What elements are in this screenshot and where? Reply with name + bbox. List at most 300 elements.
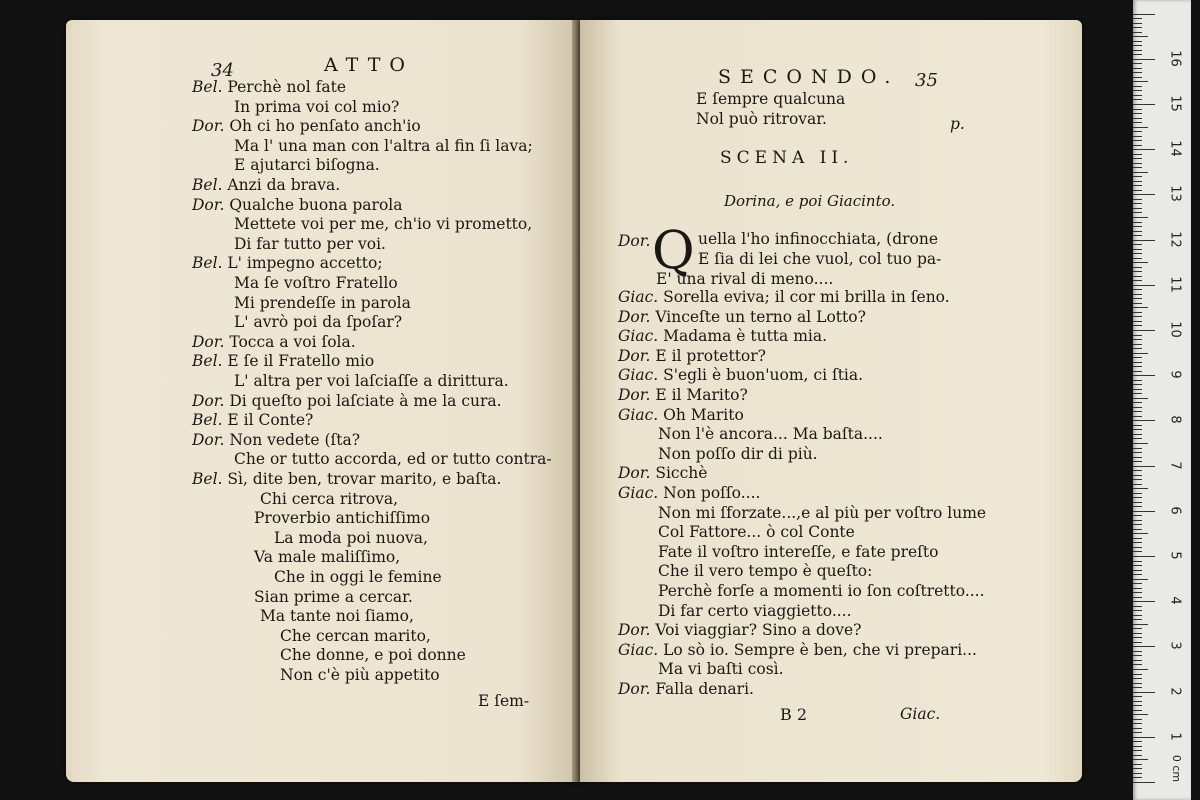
- ruler-tick: [1133, 353, 1148, 354]
- text-line: uella l'ho infinocchiata, (drone: [698, 230, 939, 248]
- line-text: Ma l' una man con l'altra al fin ſi lava;: [234, 136, 533, 155]
- signature-mark: B 2: [780, 705, 808, 724]
- line-text: Non c'è più appetito: [280, 666, 440, 684]
- ruler-tick: [1133, 583, 1142, 584]
- text-line: [234, 137, 533, 155]
- speaker-label: Giac.: [618, 288, 664, 306]
- line-text: Oh Marito: [663, 405, 744, 424]
- text-line: [274, 568, 442, 586]
- ruler-tick: [1133, 714, 1148, 715]
- ruler-tick: [1133, 271, 1142, 272]
- ruler-tick: [1133, 561, 1142, 562]
- ruler-tick: [1133, 240, 1155, 241]
- ruler-tick: [1133, 723, 1142, 724]
- text-line: [280, 666, 440, 684]
- ruler-tick: [1133, 226, 1142, 227]
- ruler-tick: [1133, 529, 1142, 530]
- ruler-tick: [1133, 45, 1142, 46]
- ruler-tick: [1133, 149, 1155, 150]
- ruler-tick: [1133, 515, 1142, 516]
- text-line: [658, 504, 986, 522]
- line-text: Fate il voſtro intereſſe, e fate preſto: [658, 542, 939, 561]
- text-line: [658, 425, 883, 443]
- ruler-number: 7: [1167, 460, 1183, 470]
- line-text: Non poſſo dir di più.: [658, 444, 818, 463]
- line-text: L' impegno accetto;: [227, 254, 383, 273]
- ruler-tick: [1133, 448, 1142, 449]
- line-text: Di far tutto per voi.: [234, 234, 386, 253]
- line-text: Di queſto poi laſciate à me la cura.: [229, 391, 502, 410]
- line-text: Chi cerca ritrova,: [260, 489, 399, 508]
- line-text: Nol può ritrovar.: [696, 110, 827, 128]
- ruler-tick: [1133, 280, 1142, 281]
- ruler-tick: [1133, 719, 1142, 720]
- ruler-tick: [1133, 190, 1142, 191]
- ruler-tick: [1133, 235, 1142, 236]
- ruler-tick: [1133, 294, 1142, 295]
- ruler-tick: [1133, 452, 1142, 453]
- ruler-tick: [1133, 380, 1142, 381]
- ruler-tick: [1133, 371, 1142, 372]
- scene-cast: Dorina, e poi Giacinto.: [724, 192, 896, 210]
- text-line: [658, 582, 985, 600]
- ruler-number: 5: [1167, 551, 1183, 560]
- ruler-tick: [1133, 77, 1142, 78]
- line-text: E il Conte?: [227, 411, 314, 430]
- ruler-tick: [1133, 86, 1142, 87]
- ruler-tick: [1133, 339, 1142, 340]
- line-text: Che in oggi le femine: [274, 568, 442, 586]
- line-text: Madama è tutta mia.: [663, 327, 828, 346]
- ruler-tick: [1133, 728, 1142, 729]
- line-text: Sian prime a cercar.: [254, 587, 413, 606]
- ruler-tick: [1133, 199, 1142, 200]
- text-line: [234, 235, 386, 253]
- text-line: [234, 372, 509, 390]
- line-text: E ſe il Fratello mio: [227, 352, 375, 371]
- ruler-tick: [1133, 461, 1142, 462]
- text-line: [192, 254, 383, 272]
- ruler-tick: [1133, 127, 1148, 128]
- ruler-number: 13: [1167, 185, 1183, 203]
- text-line: [658, 523, 855, 541]
- ruler-tick: [1133, 81, 1148, 82]
- ruler-tick: [1133, 335, 1142, 336]
- text-line: [618, 406, 744, 424]
- text-line: [192, 333, 356, 351]
- ruler-tick: [1133, 362, 1142, 363]
- line-text: Lo sò io. Sempre è ben, che vi prepari...: [663, 640, 977, 659]
- text-line: [696, 110, 827, 128]
- line-text: Sorella eviva; il cor mi brilla in ſeno.: [663, 288, 950, 306]
- speaker-label: Bel.: [192, 254, 228, 273]
- text-line: [192, 431, 360, 449]
- ruler-tick: [1133, 759, 1148, 760]
- ruler-tick: [1133, 642, 1142, 643]
- speaker-label: Dor.: [192, 195, 230, 214]
- line-text: Va male maliſſimo,: [254, 548, 401, 567]
- ruler-tick: [1133, 646, 1155, 647]
- ruler-tick: [1133, 637, 1142, 638]
- ruler-tick: [1133, 741, 1142, 742]
- text-line: [618, 288, 950, 306]
- ruler-tick: [1133, 181, 1142, 182]
- text-line: [618, 308, 866, 326]
- ruler-tick: [1133, 32, 1142, 33]
- ruler-tick: [1133, 556, 1155, 557]
- ruler-tick: [1133, 533, 1148, 534]
- text-line: [234, 215, 532, 233]
- ruler-tick: [1133, 538, 1142, 539]
- text-line: [618, 680, 754, 698]
- ruler-tick: [1133, 411, 1142, 412]
- text-line: [618, 641, 977, 659]
- right-page: [580, 20, 1082, 782]
- ruler-tick: [1133, 312, 1142, 313]
- text-line: [254, 509, 430, 527]
- ruler-tick: [1133, 764, 1142, 765]
- line-text: Oh ci ho penſato anch'io: [229, 117, 421, 136]
- catchword: E ſem-: [478, 692, 530, 710]
- ruler-tick: [1133, 36, 1148, 37]
- ruler-tick: [1133, 484, 1142, 485]
- ruler-tick: [1133, 755, 1142, 756]
- ruler-tick: [1133, 384, 1142, 385]
- ruler-tick: [1133, 212, 1142, 213]
- ruler-tick: [1133, 167, 1142, 168]
- ruler-tick: [1133, 307, 1148, 308]
- ruler-tick: [1133, 592, 1142, 593]
- ruler-tick: [1133, 194, 1155, 195]
- ruler-tick: [1133, 705, 1142, 706]
- ruler-tick: [1133, 244, 1142, 245]
- text-line: [192, 352, 374, 370]
- measuring-ruler: [1133, 0, 1191, 800]
- text-line: E' una rival di meno....: [656, 270, 834, 288]
- left-page: [66, 20, 578, 782]
- ruler-tick: [1133, 208, 1142, 209]
- ruler-tick: [1133, 502, 1142, 503]
- speaker-label: Dor.: [192, 332, 230, 351]
- ruler-tick: [1133, 249, 1142, 250]
- text-line: [696, 90, 845, 108]
- ruler-tick: [1133, 140, 1142, 141]
- line-text: Che or tutto accorda, ed or tutto contra-: [234, 450, 552, 469]
- ruler-tick: [1133, 163, 1142, 164]
- ruler-tick: [1133, 678, 1142, 679]
- text-line: [192, 196, 402, 214]
- catchword: Giac.: [900, 705, 941, 723]
- line-text: Sì, dite ben, trovar marito, e baſta.: [227, 470, 502, 488]
- line-text: L' altra per voi laſciaſſe a dirittura.: [234, 372, 509, 390]
- ruler-tick: [1133, 687, 1142, 688]
- speaker-label: Dor.: [192, 430, 230, 449]
- ruler-unit-label: 0 cm: [1170, 754, 1184, 783]
- speaker-label: Dor.: [618, 621, 656, 640]
- page-number: 34: [211, 60, 234, 81]
- ruler-number: 8: [1167, 415, 1183, 425]
- margin-letter: p.: [950, 115, 965, 133]
- ruler-tick: [1133, 14, 1155, 15]
- line-text: Qualche buona parola: [229, 195, 403, 214]
- ruler-number: 11: [1167, 276, 1183, 293]
- ruler-tick: [1133, 54, 1142, 55]
- ruler-number: 4: [1167, 596, 1183, 605]
- ruler-number: 15: [1167, 95, 1183, 112]
- ruler-number: 1: [1167, 732, 1183, 741]
- text-line: [254, 548, 400, 566]
- ruler-tick: [1133, 393, 1142, 394]
- ruler-tick: [1133, 398, 1148, 399]
- ruler-tick: [1133, 18, 1142, 19]
- line-text: E ajutarci biſogna.: [234, 156, 380, 175]
- ruler-tick: [1133, 357, 1142, 358]
- ruler-tick: [1133, 203, 1142, 204]
- ruler-tick: [1133, 158, 1142, 159]
- ruler-tick: [1133, 777, 1142, 778]
- ruler-tick: [1133, 601, 1155, 602]
- ruler-number: 10: [1167, 321, 1183, 338]
- ruler-tick: [1133, 72, 1142, 73]
- ruler-tick: [1133, 99, 1142, 100]
- line-text: Che cercan marito,: [280, 626, 431, 645]
- ruler-tick: [1133, 610, 1142, 611]
- ruler-tick: [1133, 773, 1142, 774]
- text-line: [618, 464, 707, 482]
- line-text: In prima voi col mio?: [234, 97, 400, 116]
- ruler-tick: [1133, 750, 1142, 751]
- ruler-tick: [1133, 68, 1142, 69]
- ruler-tick: [1133, 231, 1142, 232]
- text-line: [192, 176, 340, 194]
- ruler-tick: [1133, 41, 1142, 42]
- ruler-tick: [1133, 655, 1142, 656]
- ruler-tick: [1133, 606, 1142, 607]
- ruler-tick: [1133, 50, 1142, 51]
- ruler-number: 9: [1167, 370, 1183, 379]
- ruler-tick: [1133, 547, 1142, 548]
- text-line: [618, 366, 863, 384]
- ruler-tick: [1133, 696, 1142, 697]
- line-text: Proverbio antichiſſimo: [254, 509, 431, 528]
- speaker-label: Giac.: [618, 484, 664, 502]
- ruler-tick: [1133, 619, 1142, 620]
- line-text: E il Marito?: [655, 386, 748, 404]
- text-line: [658, 602, 852, 620]
- line-text: Di far certo viaggietto....: [658, 601, 852, 620]
- line-text: E ſempre qualcuna: [696, 90, 846, 108]
- ruler-tick: [1133, 131, 1142, 132]
- line-text: Mettete voi per me, ch'io vi prometto,: [234, 215, 533, 234]
- ruler-tick: [1133, 782, 1155, 783]
- ruler-tick: [1133, 325, 1142, 326]
- speaker-label: Giac.: [618, 366, 664, 385]
- ruler-tick: [1133, 497, 1142, 498]
- ruler-number: 3: [1167, 641, 1183, 651]
- ruler-tick: [1133, 258, 1142, 259]
- ruler-tick: [1133, 289, 1142, 290]
- ruler-tick: [1133, 615, 1142, 616]
- line-text: Sicchè: [655, 464, 708, 483]
- ruler-tick: [1133, 262, 1148, 263]
- ruler-tick: [1133, 542, 1142, 543]
- ruler-tick: [1133, 95, 1142, 96]
- ruler-tick: [1133, 375, 1155, 376]
- line-text: Ma vi baſti così.: [658, 660, 784, 679]
- ruler-tick: [1133, 597, 1142, 598]
- ruler-tick: [1133, 425, 1142, 426]
- ruler-tick: [1133, 493, 1142, 494]
- ruler-tick: [1133, 479, 1142, 480]
- speaker-label: Bel.: [192, 470, 228, 488]
- line-text: Non vedete (ſta?: [229, 430, 361, 449]
- text-line: [260, 490, 398, 508]
- ruler-tick: [1133, 570, 1142, 571]
- speaker-label: Bel.: [192, 352, 228, 371]
- line-text: Che il vero tempo è queſto:: [658, 562, 873, 581]
- text-line: [658, 543, 938, 561]
- ruler-tick: [1133, 664, 1142, 665]
- ruler-tick: [1133, 389, 1142, 390]
- text-line: [618, 386, 748, 404]
- text-line: [618, 484, 760, 502]
- ruler-tick: [1133, 185, 1142, 186]
- ruler-tick: [1133, 732, 1142, 733]
- line-text: Col Fattore... ò col Conte: [658, 523, 855, 542]
- ruler-tick: [1133, 475, 1142, 476]
- ruler-tick: [1133, 136, 1142, 137]
- speaker-label: Dor.: [618, 232, 651, 250]
- speaker-label: Giac.: [618, 405, 664, 424]
- text-line: [234, 274, 398, 292]
- line-text: Voi viaggiar? Sino a dove?: [655, 621, 862, 640]
- ruler-number: 16: [1167, 50, 1183, 67]
- ruler-tick: [1133, 506, 1142, 507]
- ruler-tick: [1133, 457, 1142, 458]
- line-text: La moda poi nuova,: [274, 528, 428, 547]
- ruler-tick: [1133, 253, 1142, 254]
- ruler-tick: [1133, 434, 1142, 435]
- ruler-tick: [1133, 23, 1142, 24]
- ruler-tick: [1133, 27, 1142, 28]
- ruler-tick: [1133, 113, 1142, 114]
- speaker-label: Bel.: [192, 411, 228, 430]
- text-line: E ſia di lei che vuol, col tuo pa-: [698, 250, 942, 268]
- ruler-tick: [1133, 524, 1142, 525]
- ruler-tick: [1133, 285, 1155, 286]
- speaker-label: Dor.: [192, 117, 230, 136]
- text-line: [260, 607, 414, 625]
- ruler-tick: [1133, 104, 1155, 105]
- text-line: [254, 588, 413, 606]
- line-text: Mi prendeſſe in parola: [234, 293, 411, 312]
- ruler-tick: [1133, 366, 1142, 367]
- ruler-tick: [1133, 298, 1142, 299]
- speaker-label: Giac.: [618, 327, 664, 346]
- text-line: [618, 327, 827, 345]
- ruler-tick: [1133, 660, 1142, 661]
- ruler-tick: [1133, 511, 1155, 512]
- speaker-label: Giac.: [618, 640, 664, 659]
- text-line: [234, 294, 411, 312]
- ruler-tick: [1133, 344, 1142, 345]
- speaker-label: Dor.: [618, 464, 656, 483]
- ruler-tick: [1133, 551, 1142, 552]
- open-book: [52, 20, 1082, 782]
- ruler-tick: [1133, 737, 1155, 738]
- ruler-number: 14: [1167, 140, 1183, 157]
- ruler-tick: [1133, 579, 1148, 580]
- text-line: [234, 98, 399, 116]
- line-text: Falla denari.: [655, 680, 754, 698]
- ruler-tick: [1133, 59, 1155, 60]
- line-text: Ma tante noi ſiamo,: [260, 607, 414, 626]
- ruler-tick: [1133, 438, 1142, 439]
- text-line: [234, 156, 380, 174]
- ruler-tick: [1133, 348, 1142, 349]
- text-line: [618, 347, 766, 365]
- line-text: Perchè forſe a momenti io ſon coſtretto....: [658, 582, 985, 600]
- text-line: [618, 621, 861, 639]
- text-line: [192, 392, 502, 410]
- line-text: E il protettor?: [655, 346, 766, 365]
- scene-title: SCENA II.: [720, 148, 854, 168]
- ruler-tick: [1133, 118, 1142, 119]
- ruler-tick: [1133, 316, 1142, 317]
- ruler-tick: [1133, 217, 1148, 218]
- ruler-tick: [1133, 222, 1142, 223]
- ruler-tick: [1133, 429, 1142, 430]
- line-text: Anzi da brava.: [227, 176, 341, 194]
- text-line: [658, 562, 872, 580]
- text-line: [234, 313, 402, 331]
- text-line: [280, 646, 466, 664]
- ruler-tick: [1133, 321, 1142, 322]
- ruler-number: 12: [1167, 230, 1183, 248]
- ruler-tick: [1133, 692, 1155, 693]
- line-text: Che donne, e poi donne: [280, 646, 466, 665]
- line-text: Non poſſo....: [663, 484, 761, 502]
- ruler-tick: [1133, 154, 1142, 155]
- text-line: [192, 470, 501, 488]
- line-text: Ma ſe voſtro Fratello: [234, 274, 398, 292]
- ruler-tick: [1133, 90, 1142, 91]
- ruler-tick: [1133, 420, 1155, 421]
- ruler-tick: [1133, 176, 1142, 177]
- ruler-tick: [1133, 416, 1142, 417]
- line-text: Vinceſte un terno al Lotto?: [655, 307, 866, 326]
- speaker-label: Bel.: [192, 78, 228, 96]
- ruler-tick: [1133, 669, 1148, 670]
- text-line: [274, 529, 428, 547]
- ruler-tick: [1133, 651, 1142, 652]
- ruler-tick: [1133, 402, 1142, 403]
- line-text: Tocca a voi ſola.: [229, 332, 356, 351]
- line-text: Perchè nol fate: [227, 78, 347, 96]
- line-text: Non mi ſforzate...,e al più per voſtro lume: [658, 503, 987, 522]
- ruler-tick: [1133, 443, 1148, 444]
- ruler-tick: [1133, 109, 1142, 110]
- ruler-tick: [1133, 488, 1148, 489]
- speaker-label: Dor.: [192, 391, 230, 410]
- text-line: [658, 445, 818, 463]
- ruler-tick: [1133, 624, 1148, 625]
- ruler-tick: [1133, 574, 1142, 575]
- ruler-tick: [1133, 276, 1142, 277]
- ruler-tick: [1133, 145, 1142, 146]
- ruler-tick: [1133, 520, 1142, 521]
- ruler-tick: [1133, 172, 1148, 173]
